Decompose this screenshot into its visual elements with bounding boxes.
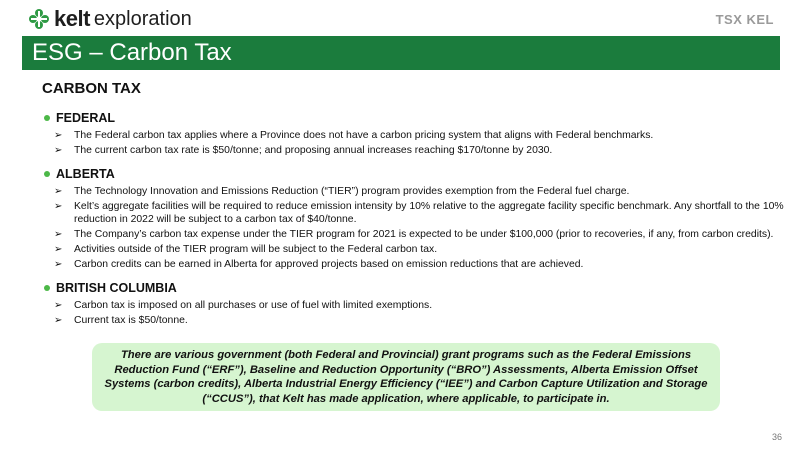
group-british-columbia [44,280,789,329]
bullet-dot-icon [44,115,50,121]
logo-name-bold: kelt [54,6,90,31]
list-item [44,129,789,142]
title-bar [22,36,780,70]
group-heading-label: BRITISH COLUMBIA [56,281,177,295]
list-item-text: The Technology Innovation and Emissions Reduction (“TIER”) program provides exemption from the Federal fuel charge. [74,186,630,197]
section-title: CARBON TAX [42,80,141,97]
list-item [44,314,789,327]
bullet-dot-icon [44,285,50,291]
list-item [44,200,789,226]
callout-text: There are various government (both Federal and Provincial) grant programs such as the Federal Emissions Reduction Fund (“ERF”), Baseline and Reduction Opportunity (“BRO”) Assessments, Alberta Emission Offset Systems (carbon credits), Alberta Industrial Energy Efficiency (“IEE”) and Carbon Capture Utilization and Storage (“CCUS”), that Kelt has made application, where applicable, to participate in. [104,349,708,405]
arrow-bullet-icon: ➢ [54,186,63,197]
list-item [44,299,789,312]
bullet-list [44,129,789,157]
arrow-bullet-icon: ➢ [54,130,63,141]
list-item-text: The Company’s carbon tax expense under the TIER program for 2021 is expected to be under $100,000 (prior to recoveries, if any, from carbon credits). [74,229,774,240]
exchange-logo: TSX KEL [715,12,774,27]
list-item-text: Activities outside of the TIER program will be subject to the Federal carbon tax. [74,244,438,255]
group-federal [44,110,789,159]
grant-programs-callout [92,343,720,411]
group-heading [44,280,789,296]
arrow-bullet-icon: ➢ [54,244,63,255]
arrow-bullet-icon: ➢ [54,315,63,326]
group-heading-label: ALBERTA [56,167,115,181]
list-item [44,144,789,157]
bullet-list [44,185,789,271]
list-item-text: The Federal carbon tax applies where a Province does not have a carbon pricing system that aligns with Federal benchmarks. [74,130,654,141]
group-alberta [44,166,789,273]
list-item-text: Kelt’s aggregate facilities will be required to reduce emission intensity by 10% relative to the aggregate facility specific benchmark. Any shortfall to the 10% reduction in 2022 will be subject to a carbon tax of $40/tonne. [74,201,784,225]
bullet-dot-icon [44,171,50,177]
logo-name-rest: exploration [93,7,192,30]
list-item-text: The current carbon tax rate is $50/tonne; and proposing annual increases reaching $170/tonne by 2030. [74,145,553,156]
company-logo [28,6,192,32]
arrow-bullet-icon: ➢ [54,300,63,311]
arrow-bullet-icon: ➢ [54,229,63,240]
group-heading-label: FEDERAL [56,111,116,125]
group-heading [44,166,789,182]
bullet-list [44,299,789,327]
slide-title: ESG – Carbon Tax [32,39,232,66]
list-item [44,185,789,198]
arrow-bullet-icon: ➢ [54,201,63,212]
list-item-text: Carbon tax is imposed on all purchases or use of fuel with limited exemptions. [74,300,433,311]
list-item-text: Carbon credits can be earned in Alberta for approved projects based on emission reductions that are achieved. [74,259,584,270]
arrow-bullet-icon: ➢ [54,259,63,270]
arrow-bullet-icon: ➢ [54,145,63,156]
group-heading [44,110,789,126]
list-item [44,243,789,256]
list-item [44,228,789,241]
list-item [44,258,789,271]
page-number: 36 [771,432,782,442]
logo-mark-icon [28,8,50,30]
list-item-text: Current tax is $50/tonne. [74,315,188,326]
